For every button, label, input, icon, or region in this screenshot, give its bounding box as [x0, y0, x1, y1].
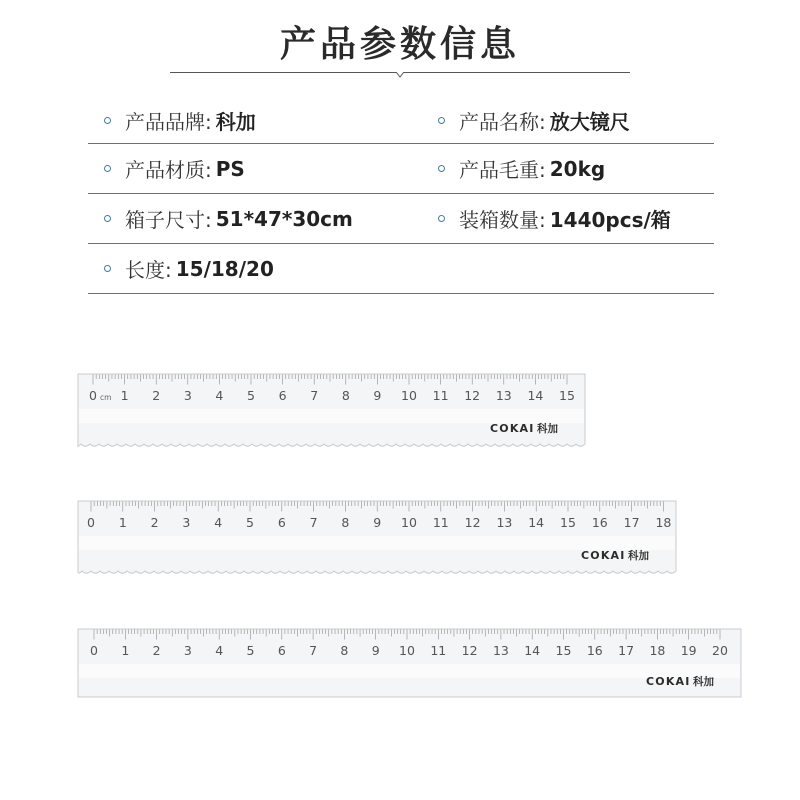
bullet-icon — [104, 117, 111, 124]
spec-value: PS — [215, 156, 245, 181]
ruler-number-label: 15 — [560, 515, 576, 530]
ruler-unit-label: cm — [100, 393, 112, 402]
ruler-number-label: 0 — [90, 643, 98, 658]
spec-row — [88, 194, 714, 244]
ruler-number-label: 13 — [492, 643, 509, 658]
spec-row — [88, 244, 714, 294]
ruler-number-label: 14 — [527, 388, 544, 403]
spec-label: 箱子尺寸: — [125, 208, 212, 232]
bullet-icon — [104, 215, 111, 222]
ruler-18cm — [77, 500, 677, 577]
spec-value: 科加 — [215, 110, 256, 134]
ruler-number-label: 18 — [655, 515, 672, 530]
ruler-number-label: 10 — [399, 643, 415, 658]
ruler-number-label: 13 — [495, 388, 512, 403]
ruler-number-label: 6 — [278, 388, 287, 403]
spec-label: 长度: — [125, 258, 172, 282]
ruler-number-label: 8 — [341, 388, 350, 403]
spec-product-name — [438, 98, 630, 143]
ruler-lens-band — [79, 409, 584, 423]
spec-value: 1440pcs/箱 — [549, 208, 671, 232]
ruler-number-label: 6 — [277, 515, 286, 530]
ruler-number-label: 2 — [150, 515, 159, 530]
spec-box-size — [104, 194, 353, 243]
ruler-number-label: 18 — [649, 643, 666, 658]
ruler-number-label: 5 — [246, 643, 255, 658]
spec-gross-weight — [438, 144, 605, 193]
ruler-15cm — [77, 373, 586, 450]
ruler-number-label: 1 — [120, 388, 129, 403]
ruler-svg — [77, 373, 586, 450]
ruler-number-label: 8 — [341, 515, 350, 530]
spec-label: 产品材质: — [125, 158, 212, 182]
ruler-svg — [77, 628, 742, 703]
ruler-number-label: 10 — [401, 515, 417, 530]
ruler-brand-cn: 科加 — [537, 423, 558, 435]
ruler-number-label: 15 — [559, 388, 575, 403]
bullet-icon — [104, 165, 111, 172]
spec-label: 产品品牌: — [125, 110, 212, 134]
ruler-brand-logo: COKAI — [646, 675, 691, 688]
ruler-number-label: 12 — [464, 515, 481, 530]
ruler-number-label: 14 — [524, 643, 541, 658]
ruler-number-label: 12 — [461, 643, 478, 658]
ruler-number-label: 3 — [183, 388, 192, 403]
bullet-icon — [438, 215, 445, 222]
ruler-number-label: 0 — [89, 388, 97, 403]
spec-label: 装箱数量: — [459, 208, 546, 232]
ruler-brand-logo: COKAI — [581, 549, 626, 562]
ruler-number-label: 0 — [87, 515, 95, 530]
ruler-lens-band — [79, 664, 740, 678]
ruler-number-label: 4 — [215, 643, 224, 658]
ruler-number-label: 11 — [432, 515, 449, 530]
ruler-number-label: 6 — [277, 643, 286, 658]
spec-row — [88, 144, 714, 194]
spec-value: 放大镜尺 — [549, 110, 630, 134]
ruler-number-label: 20 — [712, 643, 728, 658]
ruler-number-label: 8 — [340, 643, 349, 658]
ruler-number-label: 7 — [309, 515, 318, 530]
ruler-number-label: 3 — [183, 643, 192, 658]
ruler-lens-band — [79, 536, 675, 550]
spec-label: 产品名称: — [459, 110, 546, 134]
ruler-svg — [77, 500, 677, 577]
ruler-number-label: 14 — [528, 515, 545, 530]
ruler-number-label: 10 — [401, 388, 417, 403]
ruler-number-label: 13 — [496, 515, 513, 530]
ruler-number-label: 9 — [373, 515, 382, 530]
ruler-brand-cn: 科加 — [628, 550, 649, 562]
ruler-number-label: 11 — [430, 643, 447, 658]
ruler-number-label: 7 — [309, 643, 318, 658]
ruler-body — [78, 629, 741, 697]
ruler-number-label: 9 — [371, 643, 380, 658]
spec-table — [88, 98, 714, 294]
spec-row — [88, 98, 714, 144]
ruler-brand-cn: 科加 — [693, 676, 714, 688]
caret-down-icon — [395, 72, 405, 78]
ruler-number-label: 17 — [618, 643, 635, 658]
ruler-number-label: 4 — [214, 515, 223, 530]
ruler-brand-logo: COKAI — [490, 422, 535, 435]
ruler-number-label: 11 — [432, 388, 449, 403]
ruler-number-label: 2 — [152, 643, 161, 658]
ruler-number-label: 17 — [623, 515, 640, 530]
spec-value: 15/18/20 — [175, 256, 274, 281]
ruler-number-label: 1 — [118, 515, 127, 530]
page-title: 产品参数信息 — [279, 24, 520, 65]
spec-brand — [104, 98, 256, 143]
ruler-20cm — [77, 628, 742, 703]
ruler-number-label: 2 — [152, 388, 161, 403]
ruler-number-label: 12 — [464, 388, 481, 403]
spec-length — [104, 244, 274, 293]
bullet-icon — [104, 265, 111, 272]
ruler-number-label: 4 — [215, 388, 224, 403]
ruler-number-label: 16 — [586, 643, 603, 658]
ruler-number-label: 15 — [555, 643, 572, 658]
spec-material — [104, 144, 245, 193]
ruler-number-label: 19 — [680, 643, 697, 658]
ruler-number-label: 5 — [246, 515, 254, 530]
spec-label: 产品毛重: — [459, 158, 546, 182]
bullet-icon — [438, 117, 445, 124]
spec-value: 20kg — [549, 156, 606, 181]
ruler-number-label: 5 — [247, 388, 255, 403]
ruler-number-label: 3 — [182, 515, 191, 530]
ruler-number-label: 1 — [121, 643, 130, 658]
ruler-number-label: 16 — [591, 515, 608, 530]
ruler-number-label: 7 — [310, 388, 319, 403]
spec-value: 51*47*30cm — [215, 206, 353, 231]
ruler-number-label: 9 — [373, 388, 382, 403]
bullet-icon — [438, 165, 445, 172]
spec-packing-qty — [438, 194, 671, 243]
